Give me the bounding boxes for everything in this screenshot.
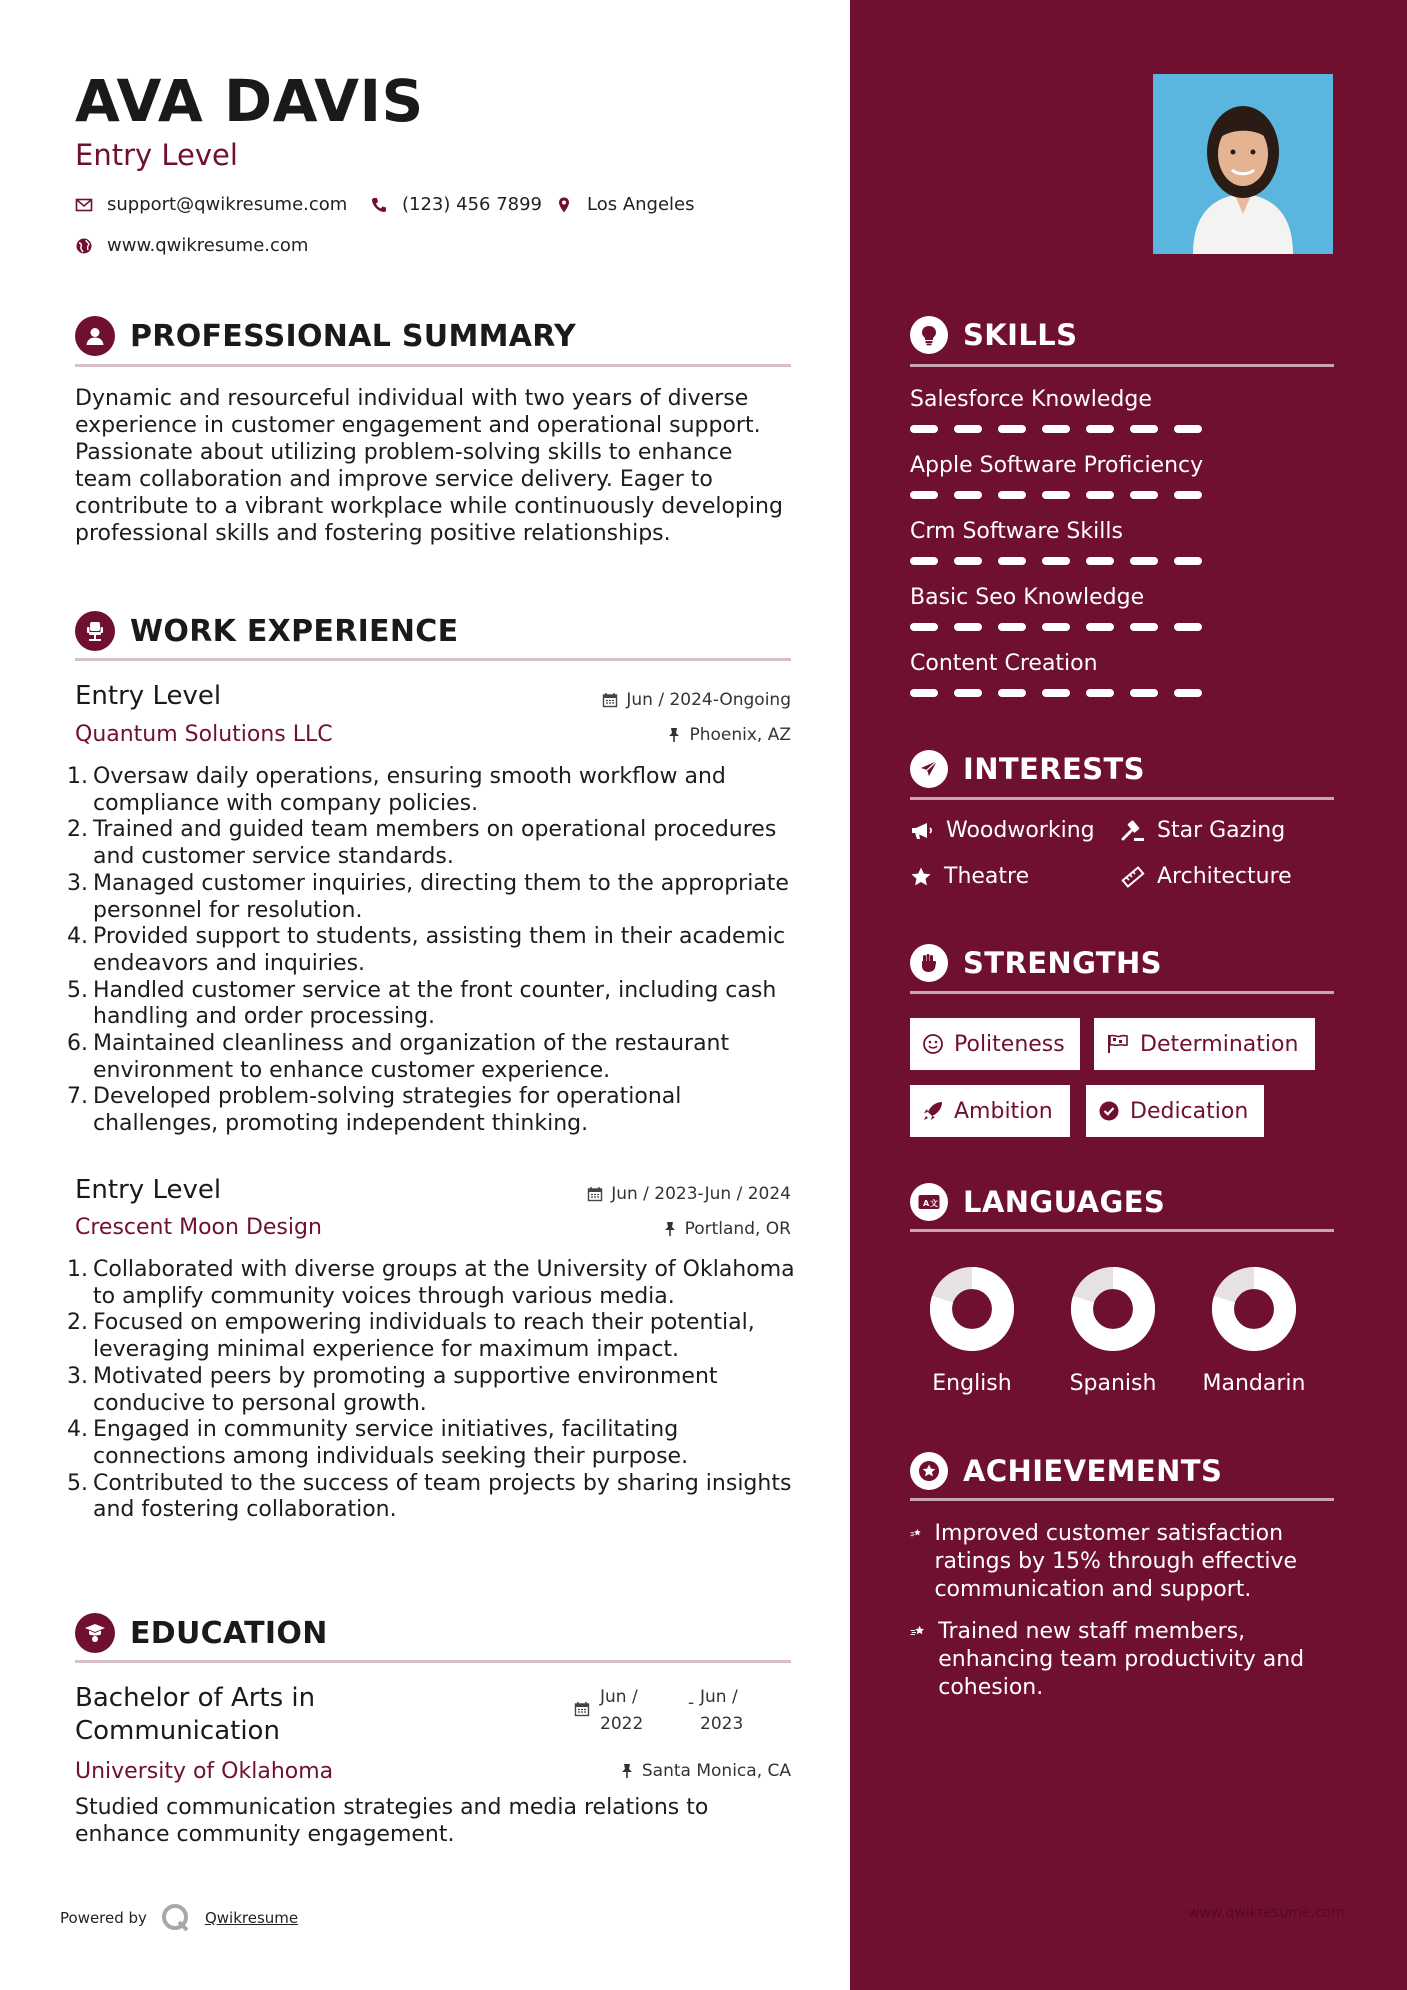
interests-heading xyxy=(910,750,1334,788)
contact-email[interactable] xyxy=(75,194,347,215)
job-2-title: Entry Level xyxy=(75,1175,222,1205)
skill-dash xyxy=(910,557,938,565)
flag-icon xyxy=(1106,1033,1130,1055)
graduate-icon xyxy=(75,1613,115,1653)
map-marker-icon xyxy=(555,196,573,214)
achievement-item xyxy=(910,1618,1340,1702)
strengths-heading xyxy=(910,944,1334,982)
skill-dash xyxy=(954,689,982,697)
education-title: EDUCATION xyxy=(130,1615,328,1651)
list-item: 3. Motivated peers by promoting a supportive environment conducive to personal growth. xyxy=(67,1363,718,1416)
lightbulb-icon xyxy=(910,316,948,354)
strength-chip: Determination xyxy=(1094,1018,1315,1070)
location-text: Los Angeles xyxy=(587,194,695,215)
achievements-heading xyxy=(910,1452,1334,1490)
profile-photo xyxy=(1153,74,1333,254)
language-name: Spanish xyxy=(1069,1371,1157,1396)
skills-heading xyxy=(910,316,1334,354)
skill-rating xyxy=(910,557,1202,565)
job-2-location-text: Portland, OR xyxy=(684,1219,791,1239)
skill-dash xyxy=(1086,425,1114,433)
sidebar xyxy=(850,0,1407,1990)
pushpin-icon xyxy=(620,1763,634,1779)
skill-name: Basic Seo Knowledge xyxy=(910,585,1145,610)
strength-chip: Ambition xyxy=(910,1085,1070,1137)
skill-dash xyxy=(998,557,1026,565)
contact-website[interactable] xyxy=(75,235,308,256)
list-item: 2. Focused on empowering individuals to reach their potential, leveraging minimal experience for maximum impact. xyxy=(67,1310,755,1363)
job-2-dates-text: Jun / 2023-Jun / 2024 xyxy=(611,1184,791,1204)
candidate-role: Entry Level xyxy=(75,138,238,172)
education-description: Studied communication strategies and media relations to enhance community engagement. xyxy=(75,1795,709,1847)
pushpin-icon xyxy=(667,727,681,743)
skill-dash xyxy=(954,557,982,565)
achievement-text: Trained new staff members, enhancing team productivity and cohesion. xyxy=(938,1619,1305,1700)
experience-heading xyxy=(75,611,791,651)
achievements-title: ACHIEVEMENTS xyxy=(963,1454,1223,1488)
job-2-location xyxy=(663,1219,791,1239)
skill-dash xyxy=(998,425,1026,433)
paper-plane-icon xyxy=(910,750,948,788)
achievement-item xyxy=(910,1520,1340,1604)
skill-dash xyxy=(1086,689,1114,697)
skill-dash xyxy=(954,425,982,433)
skill-dash xyxy=(998,689,1026,697)
skill-dash xyxy=(1130,425,1158,433)
summary-divider xyxy=(75,364,791,367)
skill-dash xyxy=(1130,689,1158,697)
summary-title: PROFESSIONAL SUMMARY xyxy=(130,318,577,354)
skill-dash xyxy=(1042,623,1070,631)
skills-title: SKILLS xyxy=(963,318,1078,352)
skill-dash xyxy=(998,491,1026,499)
list-item: 3. Managed customer inquiries, directing them to the appropriate personnel for resolution. xyxy=(67,870,789,923)
education-divider xyxy=(75,1660,791,1663)
phone-text: (123) 456 7899 xyxy=(402,194,543,215)
list-item: 6. Maintained cleanliness and organization of the restaurant environment to enhance customer experience. xyxy=(67,1031,730,1083)
ruler-icon xyxy=(1121,866,1145,888)
summary-heading xyxy=(75,316,791,356)
language-icon xyxy=(910,1183,948,1221)
education-location-text: Santa Monica, CA xyxy=(641,1761,791,1781)
skill-dash xyxy=(910,491,938,499)
shooting-star-icon xyxy=(910,1618,926,1644)
powered-by-label: Powered by xyxy=(60,1909,147,1927)
education-heading xyxy=(75,1613,791,1653)
interest-item: Woodworking xyxy=(910,818,1095,843)
languages-title: LANGUAGES xyxy=(963,1185,1166,1219)
interest-item: Theatre xyxy=(910,864,1029,889)
skill-rating xyxy=(910,491,1202,499)
skill-dash xyxy=(1086,623,1114,631)
skill-dash xyxy=(1042,491,1070,499)
skills-divider xyxy=(910,364,1334,367)
envelope-icon xyxy=(75,196,93,214)
skill-dash xyxy=(1174,623,1202,631)
svg-text:文: 文 xyxy=(930,1199,938,1208)
job-2-company: Crescent Moon Design xyxy=(75,1215,322,1240)
language-ring xyxy=(1070,1266,1156,1352)
qwikresume-logo-icon xyxy=(161,1903,191,1933)
skill-dash xyxy=(954,491,982,499)
summary-text: Dynamic and resourceful individual with two years of diverse experience in customer engagement and operational support. Passionate about utilizing problem-solving skills to enhance team collaboration and improve service delivery. Eager to contribute to a vibrant workplace while continuously developing professional skills and fostering positive relationships. xyxy=(75,386,783,546)
skill-dash xyxy=(1174,425,1202,433)
interest-item: Architecture xyxy=(1121,864,1292,889)
job-1-dates-text: Jun / 2024-Ongoing xyxy=(626,690,791,710)
language-ring xyxy=(929,1266,1015,1352)
user-icon xyxy=(75,316,115,356)
strength-chip: Dedication xyxy=(1086,1085,1264,1137)
skill-name: Content Creation xyxy=(910,651,1098,676)
fist-icon xyxy=(910,944,948,982)
skill-rating xyxy=(910,689,1202,697)
contact-location xyxy=(555,194,695,215)
interest-item: Star Gazing xyxy=(1121,818,1285,843)
job-1-location-text: Phoenix, AZ xyxy=(689,725,791,745)
globe-icon xyxy=(75,237,93,255)
brand-link[interactable]: Qwikresume xyxy=(204,1909,299,1927)
job-1-dates xyxy=(602,690,791,710)
skill-dash xyxy=(1130,491,1158,499)
job-1-company: Quantum Solutions LLC xyxy=(75,722,333,747)
phone-icon xyxy=(370,196,388,214)
languages-heading xyxy=(910,1183,1334,1221)
skill-name: Crm Software Skills xyxy=(910,519,1123,544)
language-ring xyxy=(1211,1266,1297,1352)
calendar-icon xyxy=(574,1701,590,1717)
interests-title: INTERESTS xyxy=(963,752,1145,786)
award-icon xyxy=(910,1452,948,1490)
skill-dash xyxy=(954,623,982,631)
smile-icon xyxy=(922,1033,944,1055)
skill-dash xyxy=(1130,557,1158,565)
calendar-icon xyxy=(587,1186,603,1202)
strength-chip: Politeness xyxy=(910,1018,1080,1070)
calendar-icon xyxy=(602,692,618,708)
job-1-title: Entry Level xyxy=(75,681,222,711)
strengths-divider xyxy=(910,991,1334,994)
strengths-title: STRENGTHS xyxy=(963,946,1162,980)
rocket-icon xyxy=(922,1100,944,1122)
shooting-star-icon xyxy=(910,1520,922,1546)
language-name: English xyxy=(932,1371,1012,1396)
job-1-responsibilities xyxy=(67,764,797,1138)
skill-dash xyxy=(910,623,938,631)
list-item: 4. Provided support to students, assisting them in their academic endeavors and inquiries. xyxy=(67,924,786,976)
skill-rating xyxy=(910,623,1202,631)
svg-text:A: A xyxy=(923,1199,930,1208)
school-name: University of Oklahoma xyxy=(75,1759,334,1784)
office-chair-icon xyxy=(75,611,115,651)
list-item: 2. Trained and guided team members on operational procedures and customer service standards. xyxy=(67,817,777,870)
skill-dash xyxy=(1174,557,1202,565)
job-1-location xyxy=(667,725,791,745)
skill-dash xyxy=(1130,623,1158,631)
email-text: support@qwikresume.com xyxy=(107,194,348,215)
skill-dash xyxy=(1042,425,1070,433)
experience-divider xyxy=(75,658,791,661)
bullhorn-icon xyxy=(910,820,934,842)
languages-divider xyxy=(910,1229,1334,1232)
list-item: 7. Developed problem-solving strategies for operational challenges, promoting independent thinking. xyxy=(67,1084,682,1137)
list-item: 4. Engaged in community service initiatives, facilitating connections among individuals seeking their purpose. xyxy=(67,1417,689,1469)
watermark: www.qwikresume.com xyxy=(1188,1905,1345,1921)
interests-divider xyxy=(910,797,1334,800)
contact-phone[interactable] xyxy=(370,194,542,215)
candidate-name: AVA DAVIS xyxy=(75,67,424,135)
experience-title: WORK EXPERIENCE xyxy=(130,613,459,649)
skill-rating xyxy=(910,425,1202,433)
education-date-separator: - xyxy=(688,1693,695,1713)
website-text: www.qwikresume.com xyxy=(107,235,309,256)
job-2-responsibilities xyxy=(67,1257,797,1524)
list-item: 1. Oversaw daily operations, ensuring smooth workflow and compliance with company policies. xyxy=(67,764,726,816)
skill-dash xyxy=(998,623,1026,631)
language-name: Mandarin xyxy=(1202,1371,1306,1396)
star-icon xyxy=(910,866,932,888)
skill-dash xyxy=(910,689,938,697)
list-item: 1. Collaborated with diverse groups at the University of Oklahoma to amplify community voices through various media. xyxy=(67,1257,795,1309)
education-location xyxy=(620,1761,791,1781)
list-item: 5. Handled customer service at the front counter, including cash handling and order processing. xyxy=(67,977,777,1030)
achievements-divider xyxy=(910,1498,1334,1501)
pushpin-icon xyxy=(663,1221,677,1237)
skill-dash xyxy=(1174,689,1202,697)
skill-dash xyxy=(910,425,938,433)
skill-dash xyxy=(1086,557,1114,565)
footer xyxy=(60,1903,298,1933)
skill-dash xyxy=(1086,491,1114,499)
skill-dash xyxy=(1174,491,1202,499)
education-date-start: Jun / 2022 xyxy=(600,1687,644,1734)
degree-title: Bachelor of Arts in Communication xyxy=(75,1683,316,1746)
skill-name: Apple Software Proficiency xyxy=(910,453,1204,478)
job-2-dates xyxy=(587,1184,791,1204)
education-date-end: Jun / 2023 xyxy=(700,1687,744,1734)
skill-dash xyxy=(1042,557,1070,565)
list-item: 5. Contributed to the success of team projects by sharing insights and fostering collaboration. xyxy=(67,1470,792,1523)
skill-name: Salesforce Knowledge xyxy=(910,387,1152,412)
skill-dash xyxy=(1042,689,1070,697)
gavel-icon xyxy=(1121,820,1145,842)
achievement-text: Improved customer satisfaction ratings by 15% through effective communication and support. xyxy=(934,1521,1298,1602)
check-circle-icon xyxy=(1098,1100,1120,1122)
